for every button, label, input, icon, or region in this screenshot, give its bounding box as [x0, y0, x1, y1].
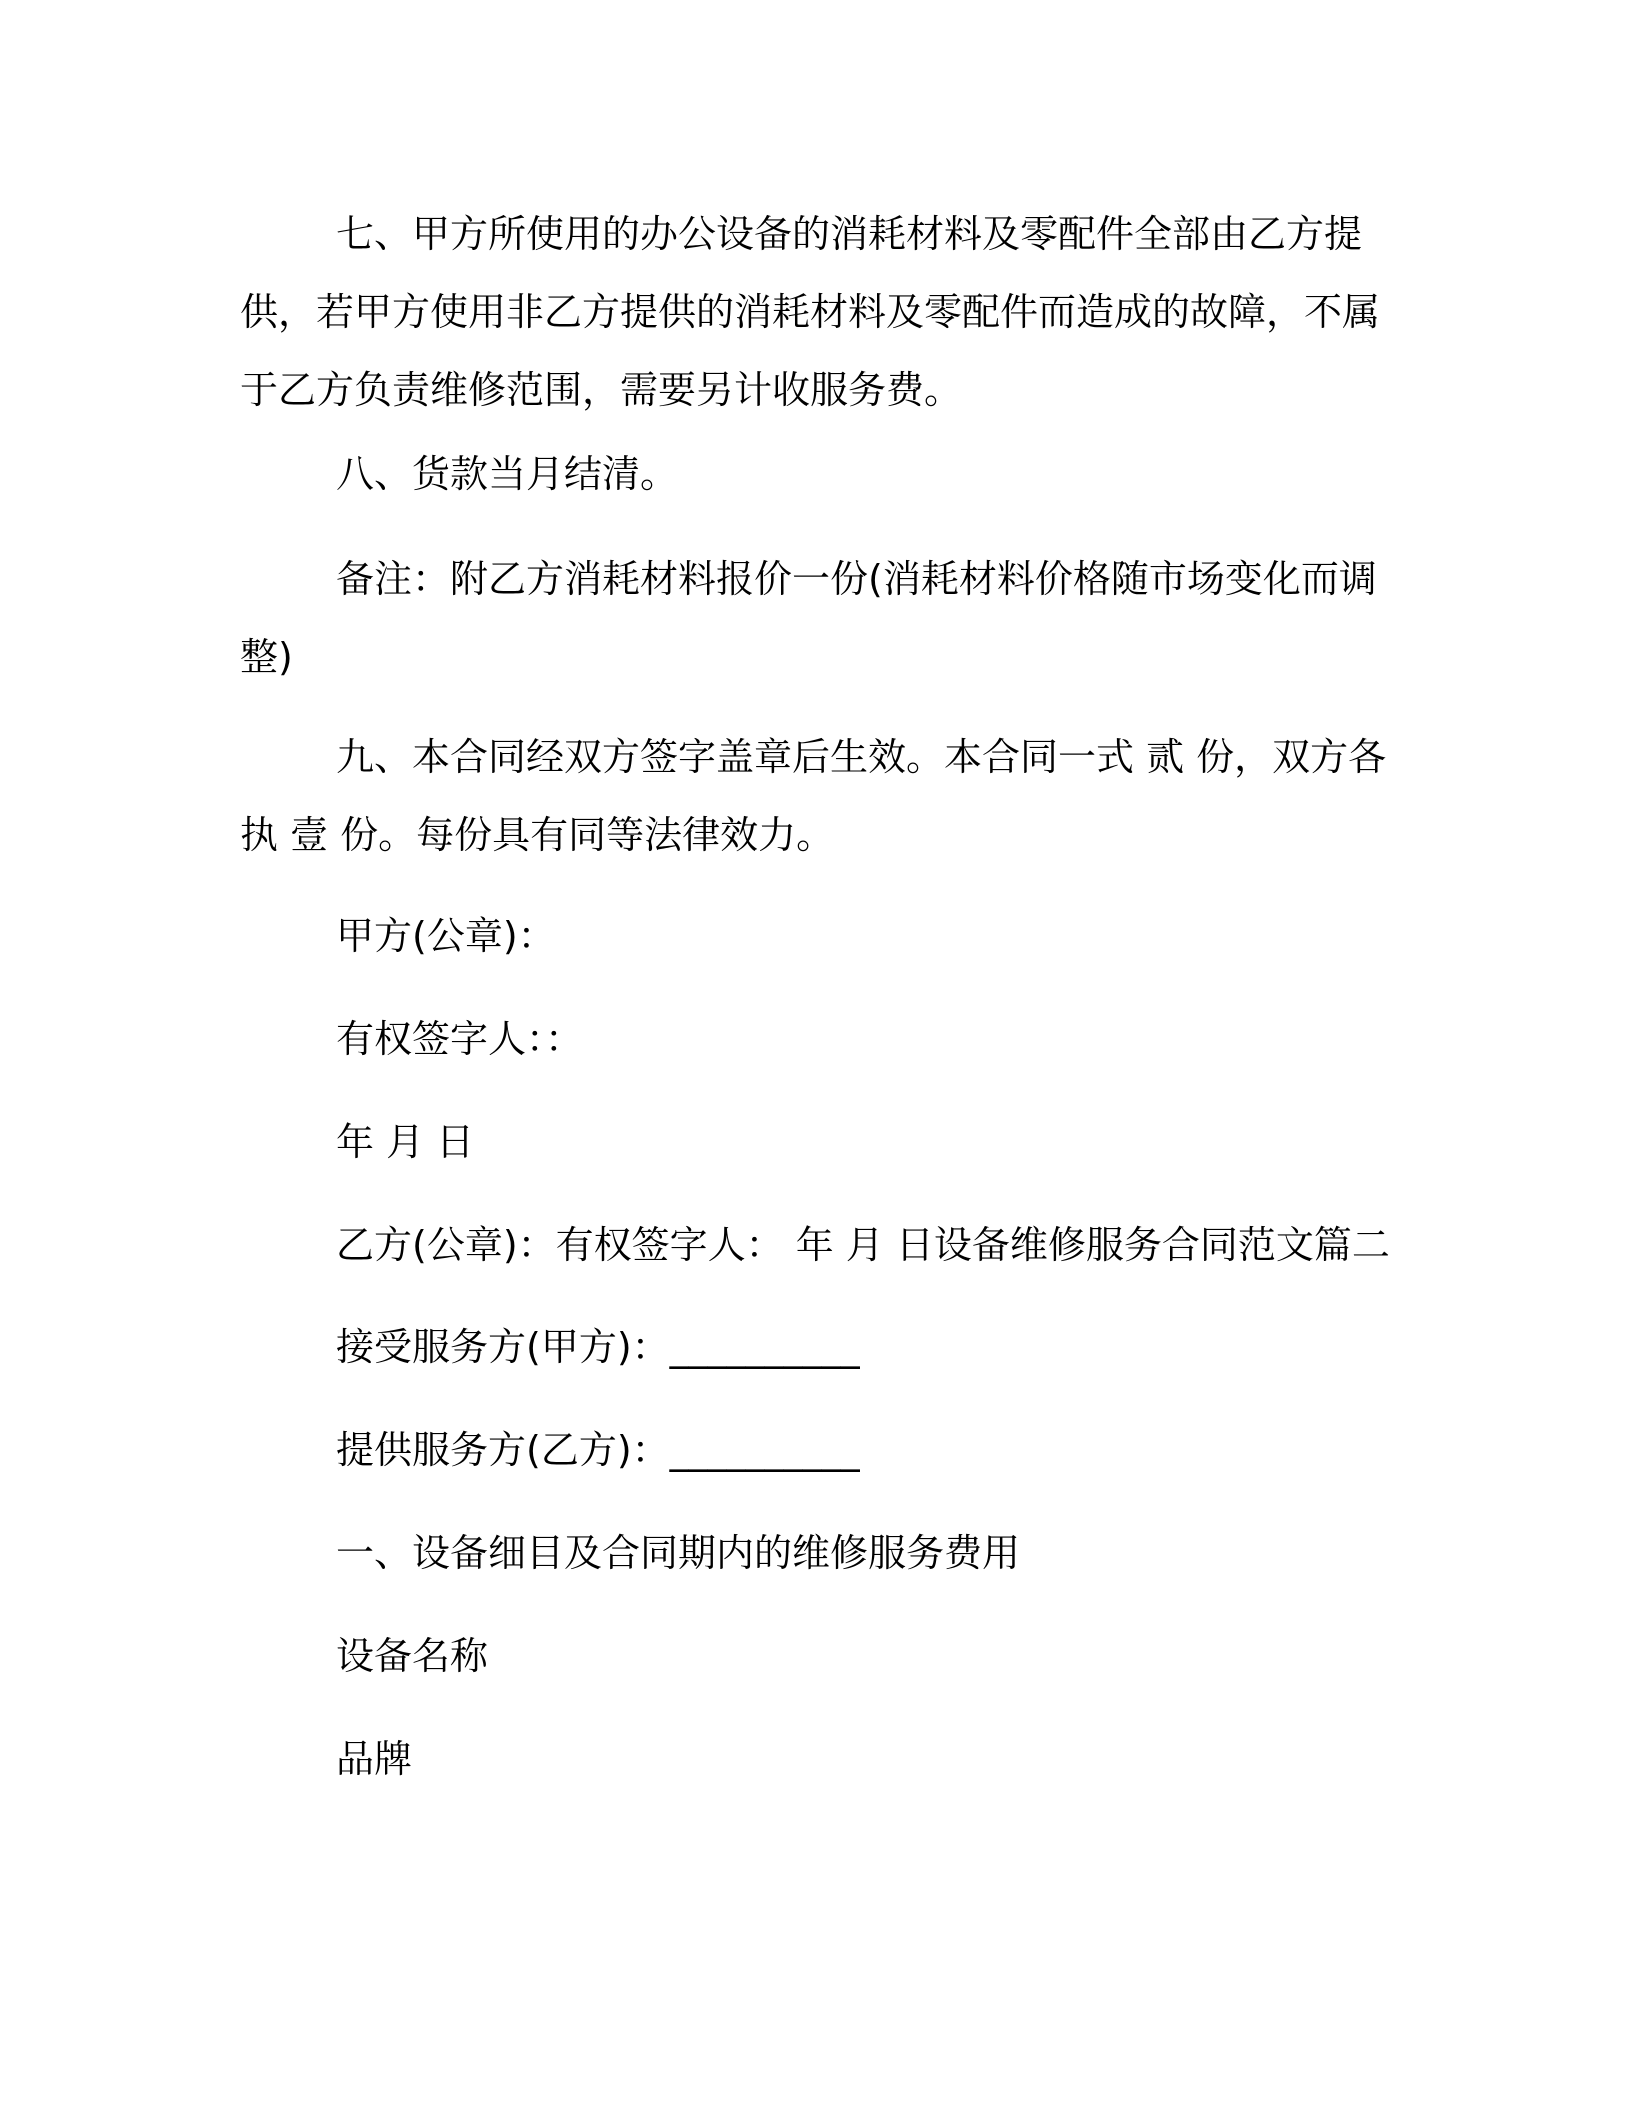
- clause-9-paragraph: 九、本合同经双方签字盖章后生效。本合同一式 贰 份，双方各执 壹 份。每份具有同等法律效力。: [240, 735, 1387, 857]
- section-1-heading: 一、设备细目及合同期内的维修服务费用: [336, 1531, 1021, 1575]
- remark-paragraph: 备注：附乙方消耗材料报价一份(消耗材料价格随市场变化而调整): [240, 557, 1377, 679]
- party-a-seal-line: 甲方(公章)：: [336, 914, 556, 958]
- party-b-seal-line: 乙方(公章)：有权签字人： 年 月 日设备维修服务合同范文篇二: [336, 1223, 1390, 1267]
- brand-label: 品牌: [336, 1737, 413, 1781]
- authorized-signer-line: 有权签字人：：: [336, 1017, 584, 1061]
- equipment-name-label: 设备名称: [336, 1634, 489, 1678]
- service-receiver-line: 接受服务方(甲方)：__________: [336, 1325, 860, 1369]
- service-provider-line: 提供服务方(乙方)：__________: [336, 1428, 860, 1472]
- clause-7-paragraph: 七、甲方所使用的办公设备的消耗材料及零配件全部由乙方提供，若甲方使用非乙方提供的消耗材料及零配件而造成的故障，不属于乙方负责维修范围，需要另计收服务费。: [240, 212, 1381, 412]
- date-line: 年 月 日: [336, 1120, 475, 1164]
- clause-8-paragraph: 八、货款当月结清。: [336, 452, 679, 496]
